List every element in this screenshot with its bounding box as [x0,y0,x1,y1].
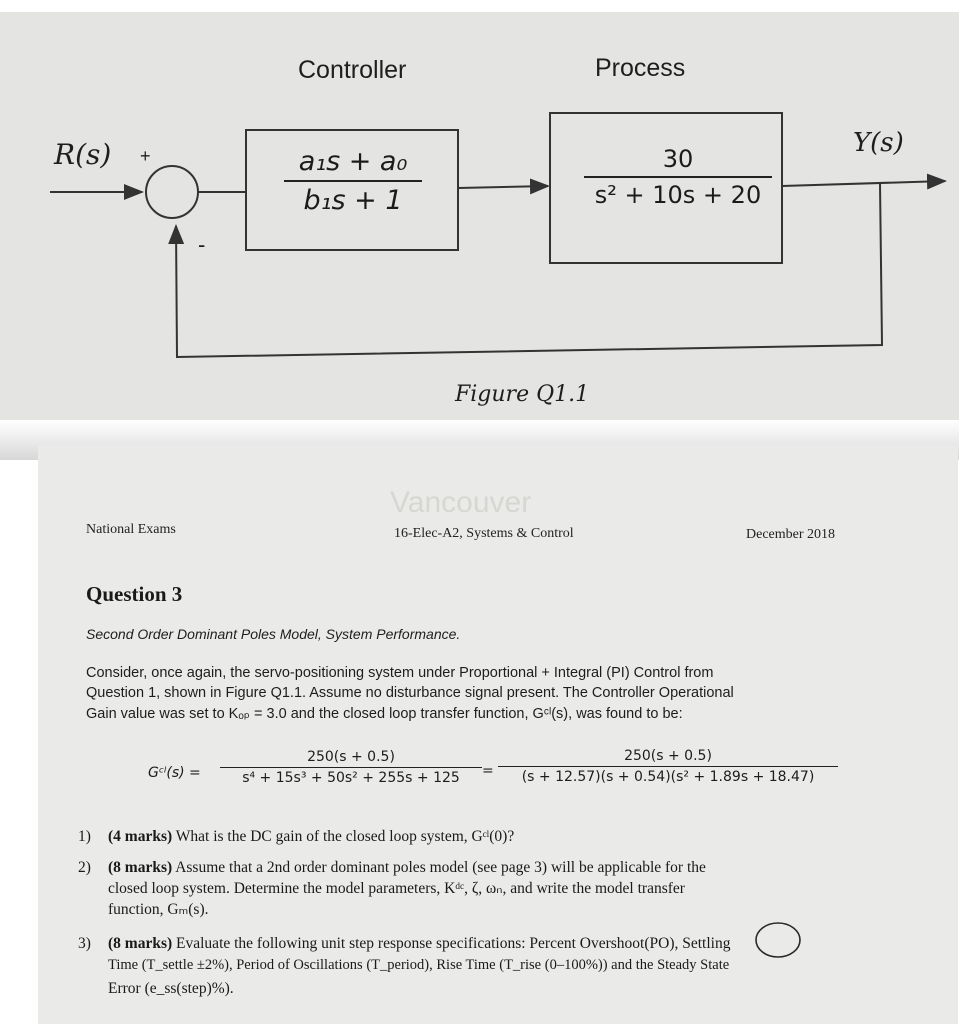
header-right: December 2018 [746,527,836,542]
item-2-line-3: function, Gₘ(s). [108,901,209,918]
equation-denominator-1: s⁴ + 15s³ + 50s² + 255s + 125 [242,770,460,786]
equation-numerator-2: 250(s + 0.5) [624,748,712,764]
equation-equals: = [482,763,494,779]
item-3-line-2: Time (T_settle ±2%), Period of Oscillations (T_period), Rise Time (T_rise (0–100%)) and the Steady State [108,957,730,973]
controller-numerator: a₁s + a₀ [298,146,408,177]
minus-sign: - [198,232,206,257]
figure-caption: Figure Q1.1 [455,382,590,407]
watermark: Vancouver [390,486,532,519]
po-circle-annotation [756,923,800,957]
item-1-marks: (4 marks) [108,828,173,845]
item-3-line-3: Error (e_ss(step)%). [108,980,234,997]
intro-line-1: Consider, once again, the servo-positioning system under Proportional + Integral (PI) Control from [86,665,714,681]
process-denominator: s² + 10s + 20 [594,181,762,209]
input-label: R(s) [54,138,112,171]
process-numerator: 30 [662,145,694,173]
item-2-line-1: Assume that a 2nd order dominant poles model (see page 3) will be applicable for the [175,859,706,876]
header-center: 16-Elec-A2, Systems & Control [394,526,574,541]
equation-denominator-2: (s + 12.57)(s + 0.54)(s² + 1.89s + 18.47) [521,769,815,785]
output-label: Y(s) [853,128,904,158]
item-1-line-1: What is the DC gain of the closed loop system, Gᶜˡ(0)? [175,828,515,845]
question-title: Question 3 [86,582,183,606]
item-2-number: 2) [78,859,91,876]
process-label: Process [595,54,686,82]
item-3-number: 3) [78,935,91,952]
item-2-marks: (8 marks) [108,859,173,876]
controller-denominator: b₁s + 1 [303,185,403,216]
intro-line-3: Gain value was set to Kₒₚ = 3.0 and the closed loop transfer function, Gᶜˡ(s), was found to be: [86,706,683,722]
plus-sign: + [140,146,151,166]
equation-numerator-1: 250(s + 0.5) [307,749,395,765]
header-left: National Exams [86,522,176,537]
controller-label: Controller [298,56,407,84]
item-3-line-1: Evaluate the following unit step response specifications: Percent Overshoot(PO), Settling [176,935,731,952]
item-3-marks: (8 marks) [108,935,173,952]
question-subtitle: Second Order Dominant Poles Model, System Performance. [86,626,461,642]
item-2-line-2: closed loop system. Determine the model parameters, Kᵈᶜ, ζ, ωₙ, and write the model transfer [108,880,685,897]
equation-lhs: Gᶜˡ(s) = [148,765,201,781]
item-1-number: 1) [78,828,91,845]
intro-line-2: Question 1, shown in Figure Q1.1. Assume no disturbance signal present. The Controller Operational [86,685,734,701]
